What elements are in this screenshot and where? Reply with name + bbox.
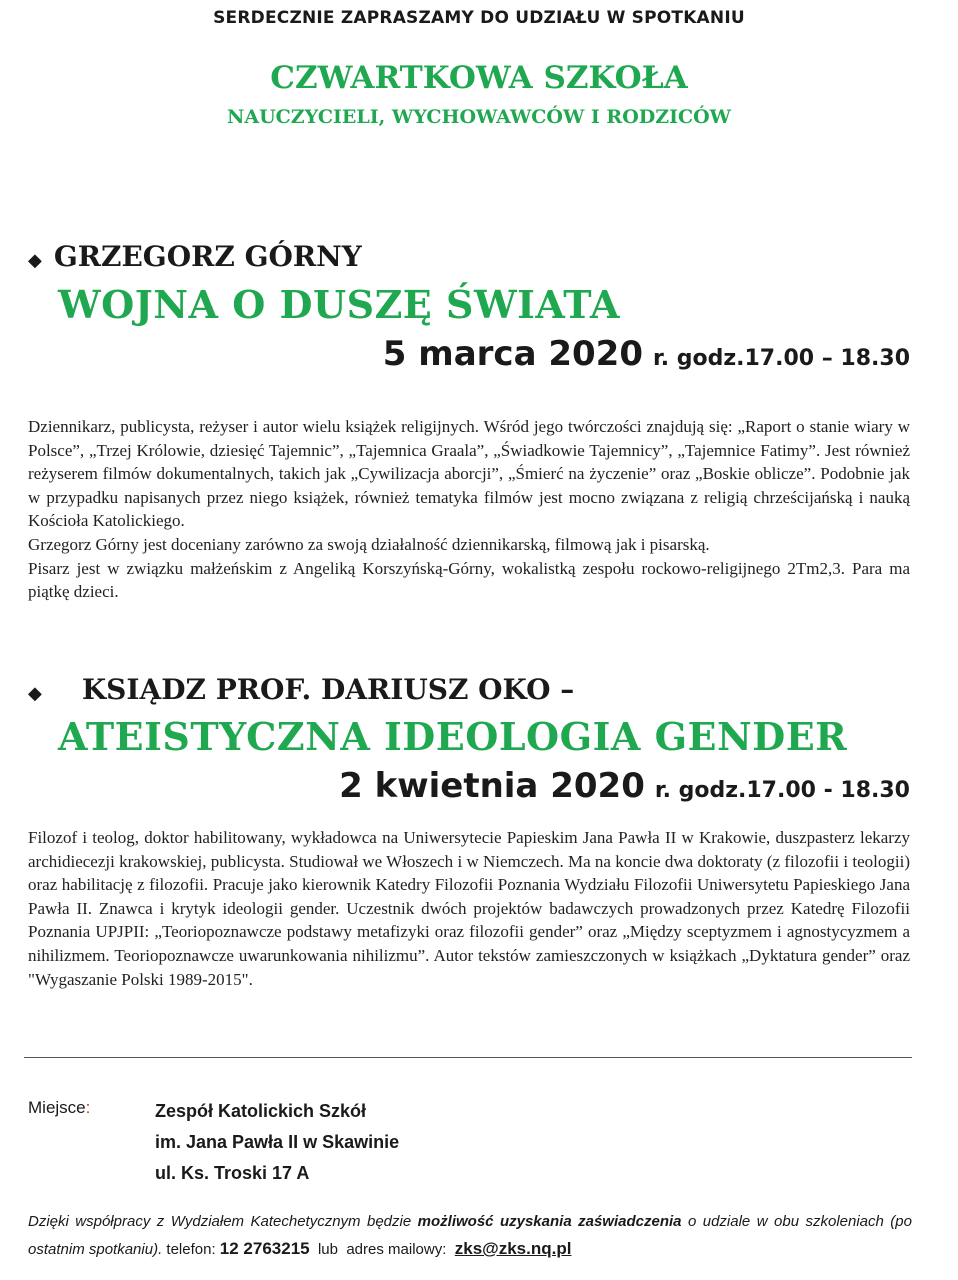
event-2-time: r. godz.17.00 - 18.30: [654, 778, 910, 803]
event-1-time: r. godz.17.00 – 18.30: [653, 346, 910, 371]
school-title: CZWARTKOWA SZKOŁA: [270, 60, 688, 96]
place-line: im. Jana Pawła II w Skawinie: [155, 1132, 400, 1152]
event-2-title: ATEISTYCZNA IDEOLOGIA GENDER: [58, 714, 848, 759]
footnote-text: o udziale w obu szkoleniach (po ostatnim spotkaniu).: [28, 1213, 912, 1258]
event-1-title: WOJNA O DUSZĘ ŚWIATA: [58, 282, 620, 327]
event-1-bio-paragraph: Dziennikarz, publicysta, reżyser i autor wielu książek religijnych. Wśród jego twórczości znajdują się: „Raport o stanie wiary w Polsce”, „Trzej Królowie, dziesięć Tajemnic”, „Tajemnica Graala”, „Świadkowie Tajemnicy”, „Tajemnice Fatimy”. Jest również reżyserem filmów dokumentalnych, takich jak „Cywilizacja aborcji”, „Śmierć na życzenie” oraz „Boskie oblicze”. Podobnie jak w przypadku napisanych przez niego książek, również tematyka filmów jest mocno związana z religią chrześcijańską i nauką Kościoła Katolickiego.: [28, 417, 910, 531]
event-2-date: 2 kwietnia 2020: [339, 766, 645, 806]
email-label: adres mailowy:: [346, 1241, 447, 1258]
event-2-bio: [28, 826, 910, 991]
diamond-bullet-icon: ◆: [28, 250, 42, 271]
phone-label: telefon:: [166, 1241, 216, 1258]
email-link[interactable]: zks@zks.nq.pl: [454, 1239, 572, 1258]
footnote: [28, 1208, 912, 1263]
event-1-speaker-row: [28, 240, 362, 273]
event-1-date: 5 marca 2020: [382, 334, 643, 374]
event-1-date-line: [383, 334, 910, 374]
event-1-bio-paragraph: Pisarz jest w związku małżeńskim z Angeliką Korszyńską-Górny, wokalistką zespołu rockowo-religijnego 2Tm2,3. Para ma piątkę dzieci.: [28, 558, 910, 602]
event-1-bio: [28, 415, 910, 604]
place-label: [28, 1098, 90, 1118]
event-2-speaker-row: [28, 673, 574, 706]
event-2-speaker: KSIĄDZ PROF. DARIUSZ OKO –: [81, 673, 575, 706]
event-2-bio-paragraph: Filozof i teolog, doktor habilitowany, wykładowca na Uniwersytecie Papieskim Jana Pawła II w Krakowie, duszpasterz lekarzy archidiecezji krakowskiej, publicysta. Studiował we Włoszech i w Niemczech. Ma na koncie dwa doktoraty (z filozofii i teologii) oraz habilitację z filozofii. Pracuje jako kierownik Katedry Filozofii Poznania Wydziału Filozofii Uniwersytetu Papieskiego Jana Pawła II. Znawca i krytyk ideologii gender. Uczestnik dwóch projektów badawczych prowadzonych przez Katedrę Filozofii Poznania UPJPII: „Teoriopoznawcze podstawy metafizyki oraz filozofii gender” oraz „Między sceptyzmem i agnostycyzmem a nihilizmem. Teoriopoznawcze uwarunkowania nihilizmu”. Autor tekstów zamieszczonych w książkach „Dyktatura gender” oraz "Wygaszanie Polski 1989-2015".: [28, 828, 910, 989]
place-line: Zespół Katolickich Szkół: [155, 1101, 367, 1121]
divider: [24, 1057, 912, 1058]
place-label-text: Miejsce: [28, 1098, 86, 1117]
event-2-date-line: [339, 766, 910, 806]
phone-number[interactable]: 12 2763215: [219, 1239, 310, 1258]
footnote-certificate: możliwość uzyskania zaświadczenia: [417, 1213, 682, 1230]
place-label-colon: :: [85, 1098, 91, 1117]
or-text: lub: [317, 1241, 338, 1258]
diamond-bullet-icon: ◆: [28, 683, 42, 704]
invitation-heading: SERDECZNIE ZAPRASZAMY DO UDZIAŁU W SPOTKANIU: [213, 8, 745, 28]
place-address: [155, 1096, 399, 1189]
place-line: ul. Ks. Troski 17 A: [155, 1163, 310, 1183]
event-1-speaker: GRZEGORZ GÓRNY: [53, 240, 362, 273]
footnote-text: Dzięki współpracy z Wydziałem Katechetycznym będzie: [28, 1213, 412, 1230]
event-1-bio-paragraph: Grzegorz Górny jest doceniany zarówno za swoją działalność dziennikarską, filmową jak i pisarską.: [28, 534, 710, 554]
school-subtitle: NAUCZYCIELI, WYCHOWAWCÓW I RODZICÓW: [226, 106, 732, 128]
